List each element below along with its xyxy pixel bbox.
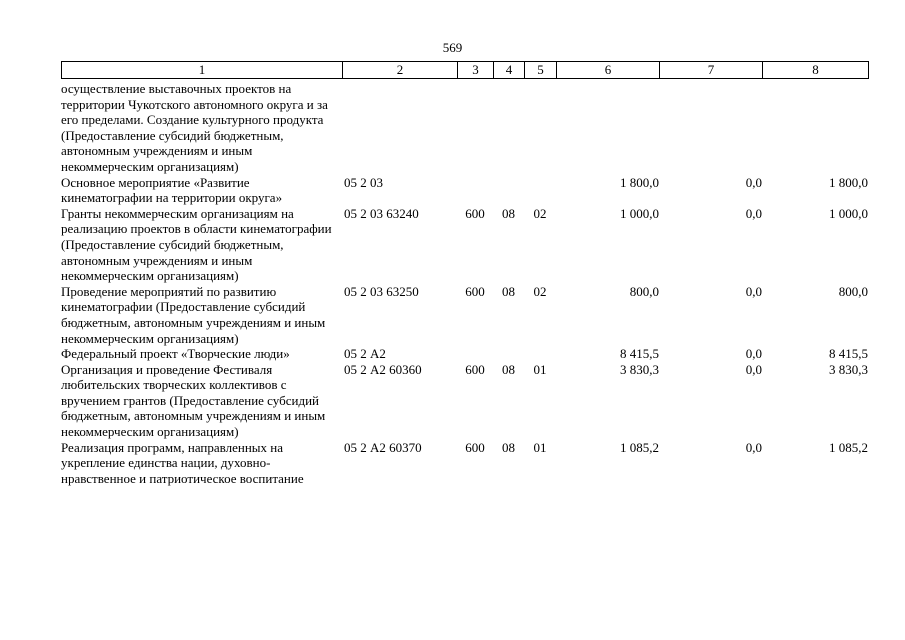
row-value-8: 8 415,5 <box>829 346 868 362</box>
table-row <box>61 362 868 440</box>
row-vr: 600 <box>465 283 485 299</box>
header-col-8: 8 <box>763 62 869 79</box>
row-vr: 600 <box>465 205 485 221</box>
row-name: Гранты некоммерческим организациям на реализацию проектов в области кинематографии (Предоставление субсидий бюджетным, автономным учреждениям и иным некоммерческим организациям) <box>61 205 332 284</box>
table-row <box>61 175 868 206</box>
row-value-7: 0,0 <box>745 439 762 455</box>
row-name: Основное мероприятие «Развитие кинематографии на территории округа» <box>61 174 283 206</box>
table-row <box>61 81 868 175</box>
row-value-6: 1 085,2 <box>620 439 659 455</box>
table-row <box>61 346 868 362</box>
row-vr <box>457 81 493 175</box>
row-rz: 08 <box>502 283 515 299</box>
page-number: 569 <box>442 40 463 55</box>
row-value-8: 1 800,0 <box>829 174 868 190</box>
header-col-2: 2 <box>343 62 458 79</box>
row-value-8: 1 000,0 <box>829 205 868 221</box>
row-name: Федеральный проект «Творческие люди» <box>61 346 290 362</box>
row-value-8 <box>762 81 868 175</box>
row-vr <box>457 175 493 206</box>
row-name: Реализация программ, направленных на укрепление единства нации, духовно-нравственное и патриотическое воспитание <box>61 439 304 486</box>
row-rz <box>493 175 524 206</box>
row-name: осуществление выставочных проектов на территории Чукотского автономного округа и за его пределами. Создание культурного продукта (Предоставление субсидий бюджетным, автономным учреждениям и иным некоммерческим организациям) <box>61 81 328 174</box>
row-value-7: 0,0 <box>745 174 762 190</box>
row-code: 05 2 А2 <box>344 346 386 362</box>
row-code <box>342 81 457 175</box>
row-value-7: 0,0 <box>745 283 762 299</box>
row-pr: 01 <box>533 361 547 377</box>
header-col-5: 5 <box>525 62 557 79</box>
row-name: Организация и проведение Фестиваля любительских творческих коллективов с вручением грантов (Предоставление субсидий бюджетным, автономным учреждениям и иным некоммерческим организациям) <box>61 361 326 440</box>
row-code: 05 2 03 63250 <box>344 283 419 299</box>
row-vr: 600 <box>465 361 485 377</box>
row-pr <box>524 346 556 362</box>
row-code: 05 2 03 63240 <box>344 205 419 221</box>
row-value-8: 1 085,2 <box>829 439 868 455</box>
row-pr <box>524 175 556 206</box>
table-row <box>61 284 868 346</box>
row-value-6: 1 800,0 <box>620 174 659 190</box>
row-vr: 600 <box>465 439 485 455</box>
row-rz: 08 <box>502 439 515 455</box>
row-value-7 <box>659 81 762 175</box>
row-pr <box>524 81 556 175</box>
row-value-8: 3 830,3 <box>829 361 868 377</box>
row-code: 05 2 03 <box>344 174 383 190</box>
row-name: Проведение мероприятий по развитию кинематографии (Предоставление субсидий бюджетным, автономным учреждениям и иным некоммерческим организациям) <box>61 283 326 346</box>
row-vr <box>457 346 493 362</box>
table-row <box>61 206 868 284</box>
row-rz: 08 <box>502 361 515 377</box>
row-value-7: 0,0 <box>745 346 762 362</box>
header-col-7: 7 <box>660 62 763 79</box>
row-value-6: 1 000,0 <box>620 205 659 221</box>
row-rz <box>493 346 524 362</box>
row-code: 05 2 А2 60360 <box>344 361 422 377</box>
header-col-6: 6 <box>557 62 660 79</box>
header-col-3: 3 <box>458 62 494 79</box>
row-value-6: 8 415,5 <box>620 346 659 362</box>
header-col-4: 4 <box>494 62 525 79</box>
row-value-7: 0,0 <box>745 361 762 377</box>
row-pr: 02 <box>533 205 547 221</box>
row-value-8: 800,0 <box>838 283 868 299</box>
table-row <box>61 440 868 487</box>
row-pr: 02 <box>533 283 547 299</box>
row-rz: 08 <box>502 205 515 221</box>
column-header-row <box>61 61 869 79</box>
row-value-7: 0,0 <box>745 205 762 221</box>
budget-table <box>61 81 868 486</box>
row-code: 05 2 А2 60370 <box>344 439 422 455</box>
header-col-1: 1 <box>62 62 343 79</box>
row-pr: 01 <box>533 439 547 455</box>
row-value-6: 3 830,3 <box>620 361 659 377</box>
row-rz <box>493 81 524 175</box>
row-value-6: 800,0 <box>629 283 659 299</box>
row-value-6 <box>556 81 659 175</box>
